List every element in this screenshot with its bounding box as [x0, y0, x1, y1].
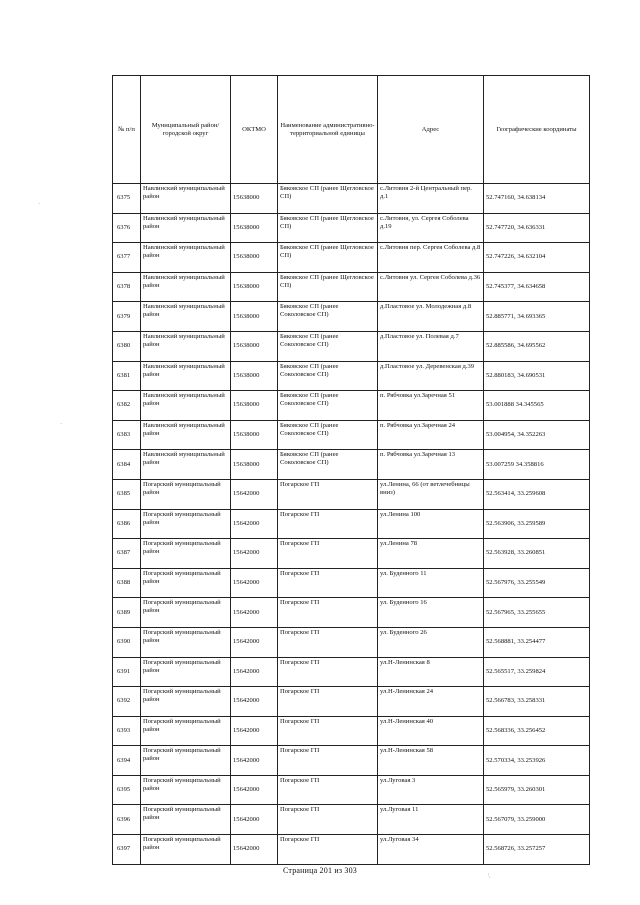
district-cell: Погарский муниципальный район: [141, 598, 231, 628]
header-address: Адрес: [378, 76, 484, 184]
admin-unit-cell: Погарское ГП: [278, 746, 378, 776]
address-cell: ул.Луговая 11: [378, 805, 484, 835]
row-number: 6393: [113, 716, 141, 746]
oktmo-cell: 15642000: [231, 539, 278, 569]
address-cell: с.Литовня пер. Сергея Соболева д.8: [378, 243, 484, 273]
table-row: [113, 420, 590, 450]
address-cell: д.Пластовое ул. Молодежная д.8: [378, 302, 484, 332]
address-cell: с.Литовня ул. Сергея Соболева д.36: [378, 272, 484, 302]
address-cell: ул. Буденного 11: [378, 568, 484, 598]
coordinates-cell: 52.565517, 33.259824: [484, 657, 590, 687]
row-number: 6385: [113, 479, 141, 509]
coordinates-cell: 52.567079, 33.259000: [484, 805, 590, 835]
coordinates-cell: 52.563906, 33.259589: [484, 509, 590, 539]
admin-unit-cell: Погарское ГП: [278, 687, 378, 717]
table-row: [113, 450, 590, 480]
table-row: [113, 746, 590, 776]
oktmo-cell: 15642000: [231, 835, 278, 865]
address-cell: с.Литовня 2-й Центральный пер. д.1: [378, 184, 484, 214]
header-district: Муниципальный район/городской округ: [141, 76, 231, 184]
table-row: [113, 184, 590, 214]
address-cell: п. Рябчовка ул.Заречная 51: [378, 391, 484, 421]
coordinates-cell: 52.566783, 33.258331: [484, 687, 590, 717]
row-number: 6383: [113, 420, 141, 450]
table-row: [113, 627, 590, 657]
admin-unit-cell: Погарское ГП: [278, 568, 378, 598]
address-cell: д.Пластовое ул. Полевая д.7: [378, 331, 484, 361]
table-header-row: [113, 76, 590, 184]
oktmo-cell: 15642000: [231, 775, 278, 805]
table-row: [113, 391, 590, 421]
table-row: [113, 243, 590, 273]
table-row: [113, 479, 590, 509]
row-number: 6396: [113, 805, 141, 835]
admin-unit-cell: Погарское ГП: [278, 627, 378, 657]
admin-unit-cell: Бяковское СП (ранее Щегловское СП): [278, 243, 378, 273]
admin-unit-cell: Бяковское СП (ранее Соколовское СП): [278, 450, 378, 480]
table-body: [113, 184, 590, 865]
district-cell: Погарский муниципальный район: [141, 716, 231, 746]
district-cell: Погарский муниципальный район: [141, 657, 231, 687]
oktmo-cell: 15642000: [231, 746, 278, 776]
oktmo-cell: 15642000: [231, 509, 278, 539]
oktmo-cell: 15638000: [231, 213, 278, 243]
table-row: [113, 272, 590, 302]
row-number: 6377: [113, 243, 141, 273]
admin-unit-cell: Бяковское СП (ранее Щегловское СП): [278, 184, 378, 214]
district-cell: Погарский муниципальный район: [141, 746, 231, 776]
district-cell: Навлинский муниципальный район: [141, 420, 231, 450]
address-cell: ул.Ленина 78: [378, 539, 484, 569]
address-cell: д.Пластовое ул. Деревенская д.39: [378, 361, 484, 391]
address-cell: ул.Н-Ленинская 40: [378, 716, 484, 746]
oktmo-cell: 15642000: [231, 627, 278, 657]
row-number: 6386: [113, 509, 141, 539]
address-cell: ул.Ленина 100: [378, 509, 484, 539]
district-cell: Погарский муниципальный район: [141, 627, 231, 657]
admin-unit-cell: Бяковское СП (ранее Соколовское СП): [278, 361, 378, 391]
district-cell: Навлинский муниципальный район: [141, 243, 231, 273]
row-number: 6397: [113, 835, 141, 865]
row-number: 6380: [113, 331, 141, 361]
oktmo-cell: 15642000: [231, 657, 278, 687]
admin-unit-cell: Погарское ГП: [278, 657, 378, 687]
coordinates-cell: 52.745377, 34.634658: [484, 272, 590, 302]
district-cell: Навлинский муниципальный район: [141, 450, 231, 480]
row-number: 6392: [113, 687, 141, 717]
oktmo-cell: 15638000: [231, 184, 278, 214]
row-number: 6391: [113, 657, 141, 687]
row-number: 6381: [113, 361, 141, 391]
table-row: [113, 716, 590, 746]
row-number: 6388: [113, 568, 141, 598]
admin-unit-cell: Погарское ГП: [278, 716, 378, 746]
scan-speck: ·: [38, 200, 41, 208]
row-number: 6390: [113, 627, 141, 657]
coordinates-cell: 53.004954, 34.352263: [484, 420, 590, 450]
table-row: [113, 213, 590, 243]
address-cell: ул. Буденного 16: [378, 598, 484, 628]
header-coordinates: Географические координаты: [484, 76, 590, 184]
coordinates-cell: 52.885586, 34.695562: [484, 331, 590, 361]
header-number: № п/п: [113, 76, 141, 184]
coordinates-cell: 52.880183, 34.690531: [484, 361, 590, 391]
table-row: [113, 835, 590, 865]
table-row: [113, 509, 590, 539]
table-row: [113, 598, 590, 628]
oktmo-cell: 15642000: [231, 479, 278, 509]
district-cell: Погарский муниципальный район: [141, 539, 231, 569]
district-cell: Навлинский муниципальный район: [141, 302, 231, 332]
address-cell: ул. Буденного 26: [378, 627, 484, 657]
district-cell: Погарский муниципальный район: [141, 687, 231, 717]
oktmo-cell: 15638000: [231, 302, 278, 332]
district-cell: Навлинский муниципальный район: [141, 184, 231, 214]
row-number: 6375: [113, 184, 141, 214]
oktmo-cell: 15638000: [231, 420, 278, 450]
row-number: 6389: [113, 598, 141, 628]
address-cell: п. Рябчовка ул.Заречная 24: [378, 420, 484, 450]
coordinates-cell: 53.001888 34.345565: [484, 391, 590, 421]
admin-unit-cell: Погарское ГП: [278, 479, 378, 509]
table-row: [113, 687, 590, 717]
table-row: [113, 568, 590, 598]
coordinates-cell: 52.563928, 33.260851: [484, 539, 590, 569]
oktmo-cell: 15642000: [231, 598, 278, 628]
table-row: [113, 539, 590, 569]
address-cell: ул.Н-Ленинская 24: [378, 687, 484, 717]
coordinates-cell: 52.747720, 34.636331: [484, 213, 590, 243]
oktmo-cell: 15638000: [231, 272, 278, 302]
admin-unit-cell: Бяковское СП (ранее Соколовское СП): [278, 302, 378, 332]
address-cell: с.Литовня, ул. Сергея Соболева д.19: [378, 213, 484, 243]
coordinates-cell: 52.568336, 33.256452: [484, 716, 590, 746]
scan-speck: \: [488, 872, 490, 880]
district-cell: Навлинский муниципальный район: [141, 331, 231, 361]
coordinates-cell: 52.747226, 34.632104: [484, 243, 590, 273]
district-cell: Погарский муниципальный район: [141, 805, 231, 835]
coordinates-cell: 53.007259 34.358816: [484, 450, 590, 480]
district-cell: Погарский муниципальный район: [141, 568, 231, 598]
coordinates-cell: 52.563414, 33.259608: [484, 479, 590, 509]
oktmo-cell: 15638000: [231, 391, 278, 421]
admin-unit-cell: Бяковское СП (ранее Соколовское СП): [278, 391, 378, 421]
oktmo-cell: 15638000: [231, 361, 278, 391]
row-number: 6378: [113, 272, 141, 302]
coordinates-cell: 52.568726, 33.257257: [484, 835, 590, 865]
table-row: [113, 775, 590, 805]
table-row: [113, 361, 590, 391]
district-cell: Погарский муниципальный район: [141, 775, 231, 805]
district-cell: Навлинский муниципальный район: [141, 391, 231, 421]
oktmo-cell: 15638000: [231, 243, 278, 273]
row-number: 6382: [113, 391, 141, 421]
address-cell: ул.Н-Ленинская 8: [378, 657, 484, 687]
row-number: 6384: [113, 450, 141, 480]
row-number: 6379: [113, 302, 141, 332]
admin-unit-cell: Бяковское СП (ранее Щегловское СП): [278, 272, 378, 302]
district-cell: Навлинский муниципальный район: [141, 272, 231, 302]
admin-unit-cell: Погарское ГП: [278, 509, 378, 539]
row-number: 6394: [113, 746, 141, 776]
district-cell: Навлинский муниципальный район: [141, 361, 231, 391]
row-number: 6387: [113, 539, 141, 569]
header-oktmo: ОКТМО: [231, 76, 278, 184]
address-cell: ул.Ленина, 66 (от ветлечебницы вниз): [378, 479, 484, 509]
district-cell: Навлинский муниципальный район: [141, 213, 231, 243]
oktmo-cell: 15642000: [231, 805, 278, 835]
district-cell: Погарский муниципальный район: [141, 479, 231, 509]
admin-unit-cell: Бяковское СП (ранее Соколовское СП): [278, 420, 378, 450]
table-row: [113, 331, 590, 361]
row-number: 6376: [113, 213, 141, 243]
oktmo-cell: 15642000: [231, 568, 278, 598]
admin-unit-cell: Бяковское СП (ранее Щегловское СП): [278, 213, 378, 243]
coordinates-cell: 52.567965, 33.255655: [484, 598, 590, 628]
page-number: Страница 201 из 303: [282, 866, 357, 875]
address-cell: ул.Луговая 34: [378, 835, 484, 865]
coordinates-cell: 52.567976, 33.255549: [484, 568, 590, 598]
scan-speck: ·: [60, 420, 63, 428]
header-admin-unit: Наименование административно-территориальной единицы: [278, 76, 378, 184]
district-cell: Погарский муниципальный район: [141, 835, 231, 865]
admin-unit-cell: Погарское ГП: [278, 835, 378, 865]
coordinates-cell: 52.568881, 33.254477: [484, 627, 590, 657]
coordinates-cell: 52.885771, 34.693365: [484, 302, 590, 332]
address-cell: п. Рябчовка ул.Заречная 13: [378, 450, 484, 480]
admin-unit-cell: Погарское ГП: [278, 805, 378, 835]
oktmo-cell: 15642000: [231, 716, 278, 746]
admin-unit-cell: Бяковское СП (ранее Соколовское СП): [278, 331, 378, 361]
admin-unit-cell: Погарское ГП: [278, 598, 378, 628]
oktmo-cell: 15638000: [231, 450, 278, 480]
oktmo-cell: 15642000: [231, 687, 278, 717]
address-cell: ул.Луговая 3: [378, 775, 484, 805]
admin-unit-cell: Погарское ГП: [278, 775, 378, 805]
coordinates-cell: 52.565979, 33.260301: [484, 775, 590, 805]
address-cell: ул.Н-Ленинская 58: [378, 746, 484, 776]
table-row: [113, 302, 590, 332]
district-cell: Погарский муниципальный район: [141, 509, 231, 539]
table-row: [113, 805, 590, 835]
coordinates-cell: 52.747160, 34.638134: [484, 184, 590, 214]
row-number: 6395: [113, 775, 141, 805]
oktmo-cell: 15638000: [231, 331, 278, 361]
coordinates-cell: 52.570334, 33.253926: [484, 746, 590, 776]
table-row: [113, 657, 590, 687]
sites-table: [112, 75, 590, 865]
admin-unit-cell: Погарское ГП: [278, 539, 378, 569]
